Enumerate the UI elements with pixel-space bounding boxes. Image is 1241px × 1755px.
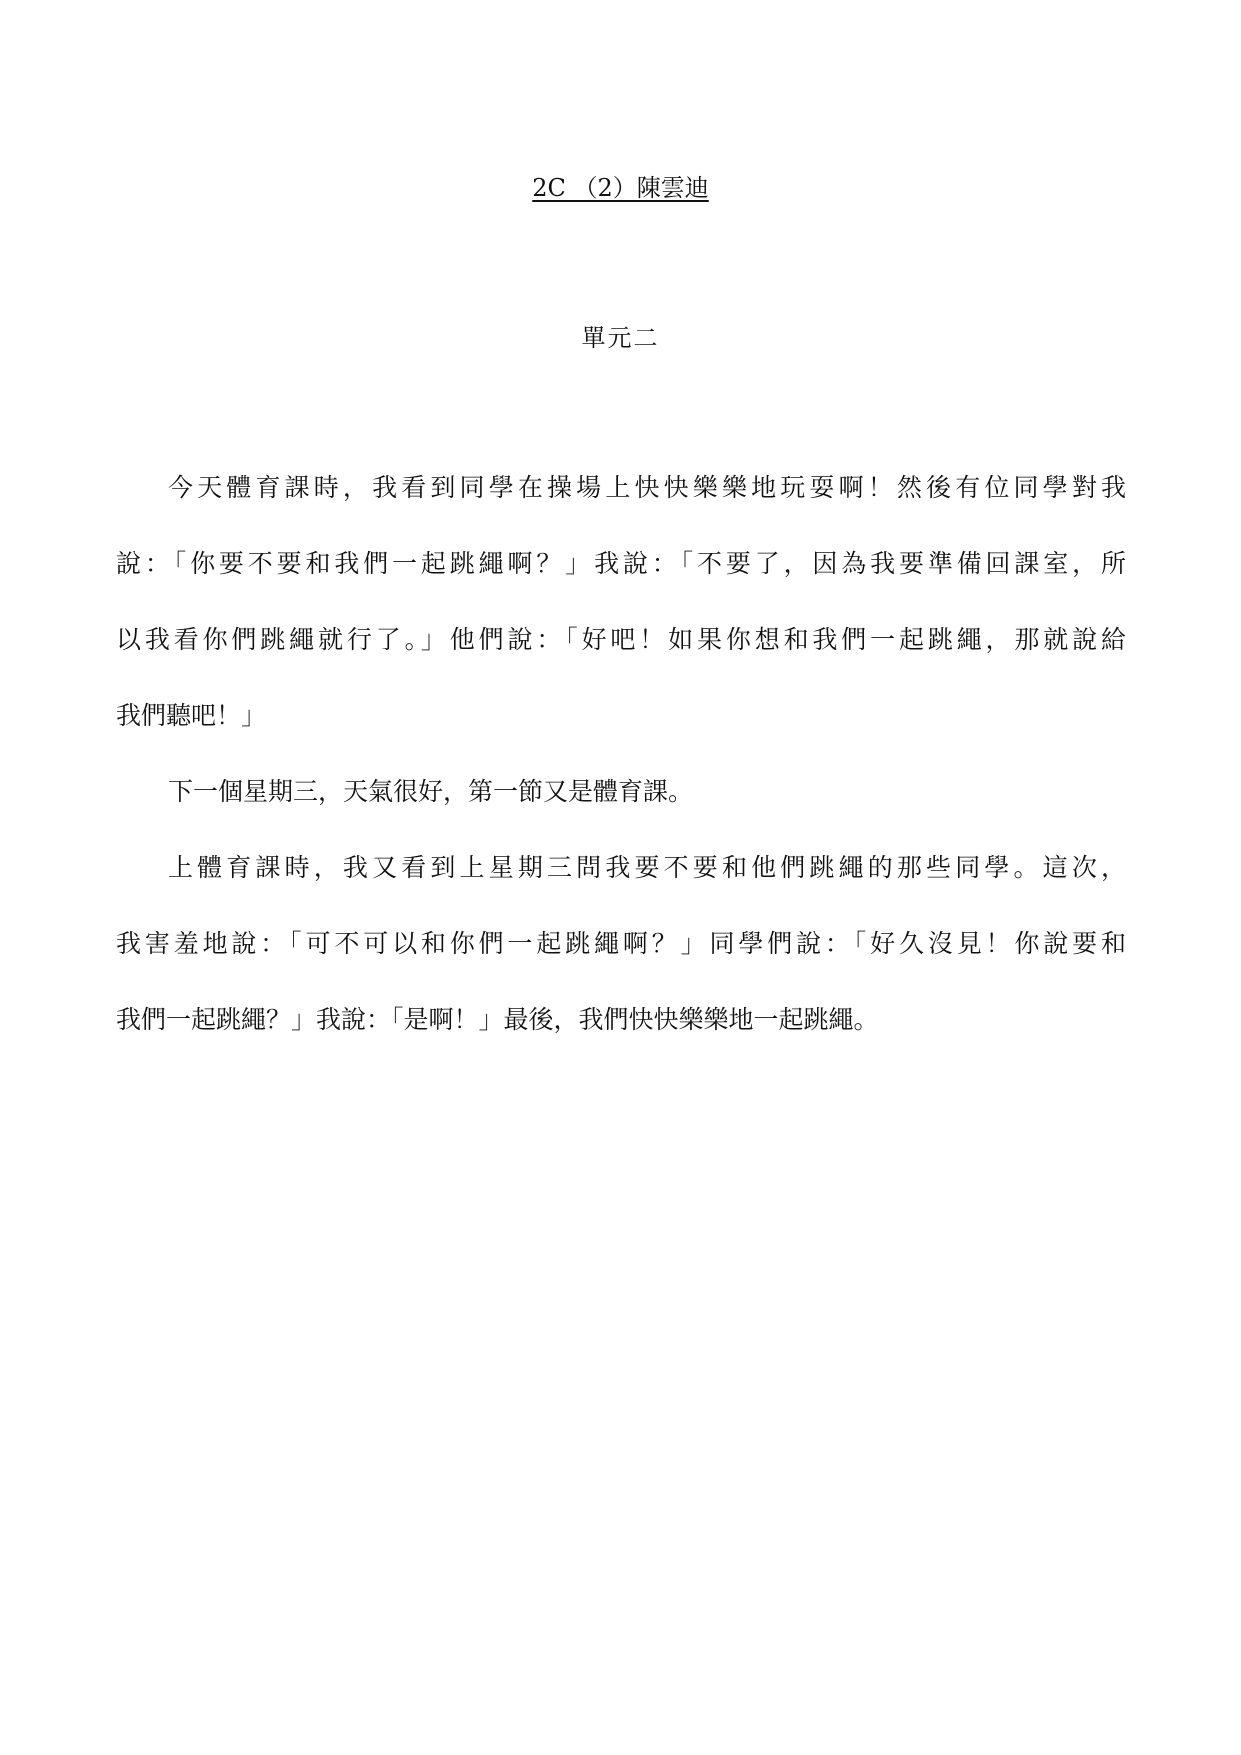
essay-line: 我們聽吧！」 [116, 701, 267, 730]
essay-line: 以我看你們跳繩就行了。」他們說：「好吧！如果你想和我們一起跳繩，那就說給 [116, 625, 1126, 654]
essay-body [116, 470, 1126, 1078]
essay-line: 說：「你要不要和我們一起跳繩啊？」我說：「不要了，因為我要準備回課室，所 [116, 549, 1126, 578]
essay-line: 上體育課時，我又看到上星期三問我要不要和他們跳繩的那些同學。這次， [168, 853, 1126, 882]
essay-line: 今天體育課時，我看到同學在操場上快快樂樂地玩耍啊！然後有位同學對我 [168, 473, 1126, 502]
author-line: 2C （2）陳雲迪 [532, 174, 709, 202]
essay-line: 我們一起跳繩？」我說：「是啊！」最後，我們快快樂樂地一起跳繩。 [116, 1005, 879, 1034]
unit-title: 單元二 [581, 324, 660, 352]
essay-line: 下一個星期三，天氣很好，第一節又是體育課。 [168, 777, 694, 806]
essay-line: 我害羞地說：「可不可以和你們一起跳繩啊？」同學們說：「好久沒見！你說要和 [116, 929, 1126, 958]
